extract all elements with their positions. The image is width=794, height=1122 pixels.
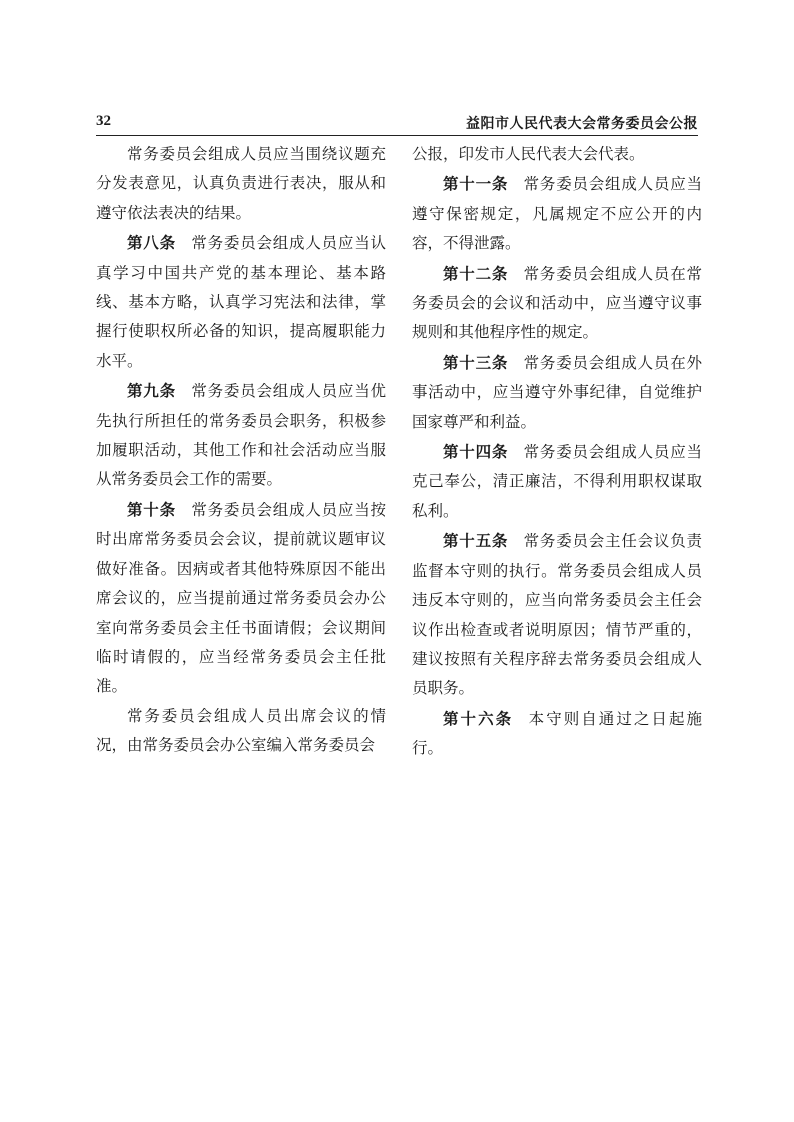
article-9 <box>96 376 386 495</box>
article-text: 本守则自通过之日起施行。 <box>412 709 702 758</box>
article-text: 常务委员会组成人员应当遵守保密规定，凡属规定不应公开的内容，不得泄露。 <box>412 175 702 253</box>
article-11 <box>412 169 702 258</box>
article-number: 第十五条 <box>443 531 509 551</box>
article-number: 第八条 <box>127 233 176 253</box>
article-12 <box>412 259 702 348</box>
article-text: 常务委员会组成人员在外事活动中，应当遵守外事纪律，自觉维护国家尊严和利益。 <box>412 353 702 431</box>
article-15 <box>412 526 702 703</box>
article-number: 第十四条 <box>443 442 509 462</box>
article-number: 第十二条 <box>443 263 509 283</box>
article-number: 第十三条 <box>443 352 509 372</box>
article-number: 第十条 <box>127 499 176 519</box>
article-14 <box>412 437 702 526</box>
article-text: 常务委员会组成人员应当按时出席常务委员会会议，提前就议题审议做好准备。因病或者其他特殊原因不能出席会议的，应当提前通过常务委员会办公室向常务委员会主任书面请假；会议期间临时请假的，应当经常务委员会主任批准。 <box>96 500 386 696</box>
article-16 <box>412 704 702 764</box>
paragraph <box>96 140 386 228</box>
article-text: 常务委员会主任会议负责监督本守则的执行。常务委员会组成人员违反本守则的，应当向常务委员会主任会议作出检查或者说明原因；情节严重的，建议按照有关程序辞去常务委员会组成人员职务。 <box>412 532 702 698</box>
publication-title: 益阳市人民代表大会常务委员会公报 <box>466 116 698 132</box>
page-header <box>96 113 698 136</box>
article-text: 常务委员会组成人员应当克己奉公，清正廉洁，不得利用职权谋取私利。 <box>412 443 702 520</box>
article-number: 第九条 <box>127 381 176 401</box>
paragraph <box>96 702 386 761</box>
article-text: 公报，印发市人民代表大会代表。 <box>412 145 645 163</box>
article-text: 常务委员会组成人员应当优先执行所担任的常务委员会职务，积极参加履职活动，其他工作和社会活动应当服从常务委员会工作的需要。 <box>96 382 386 489</box>
page-number: 32 <box>96 113 111 129</box>
article-text: 常务委员会组成人员应当围绕议题充分发表意见，认真负责进行表决，服从和遵守依法表决的结果。 <box>96 145 386 222</box>
article-8 <box>96 228 386 376</box>
article-10 <box>96 495 386 702</box>
article-13 <box>412 348 702 437</box>
article-text: 常务委员会组成人员应当认真学习中国共产党的基本理论、基本路线、基本方略，认真学习宪法和法律，掌握行使职权所必备的知识，提高履职能力水平。 <box>96 234 386 370</box>
left-column <box>96 140 386 761</box>
article-number: 第十一条 <box>443 174 509 194</box>
paragraph-continuation <box>412 140 702 169</box>
article-number: 第十六条 <box>443 708 514 728</box>
article-text: 常务委员会组成人员出席会议的情况，由常务委员会办公室编入常务委员会 <box>96 706 386 755</box>
right-column <box>412 140 702 764</box>
article-text: 常务委员会组成人员在常务委员会的会议和活动中，应当遵守议事规则和其他程序性的规定。 <box>412 264 702 342</box>
